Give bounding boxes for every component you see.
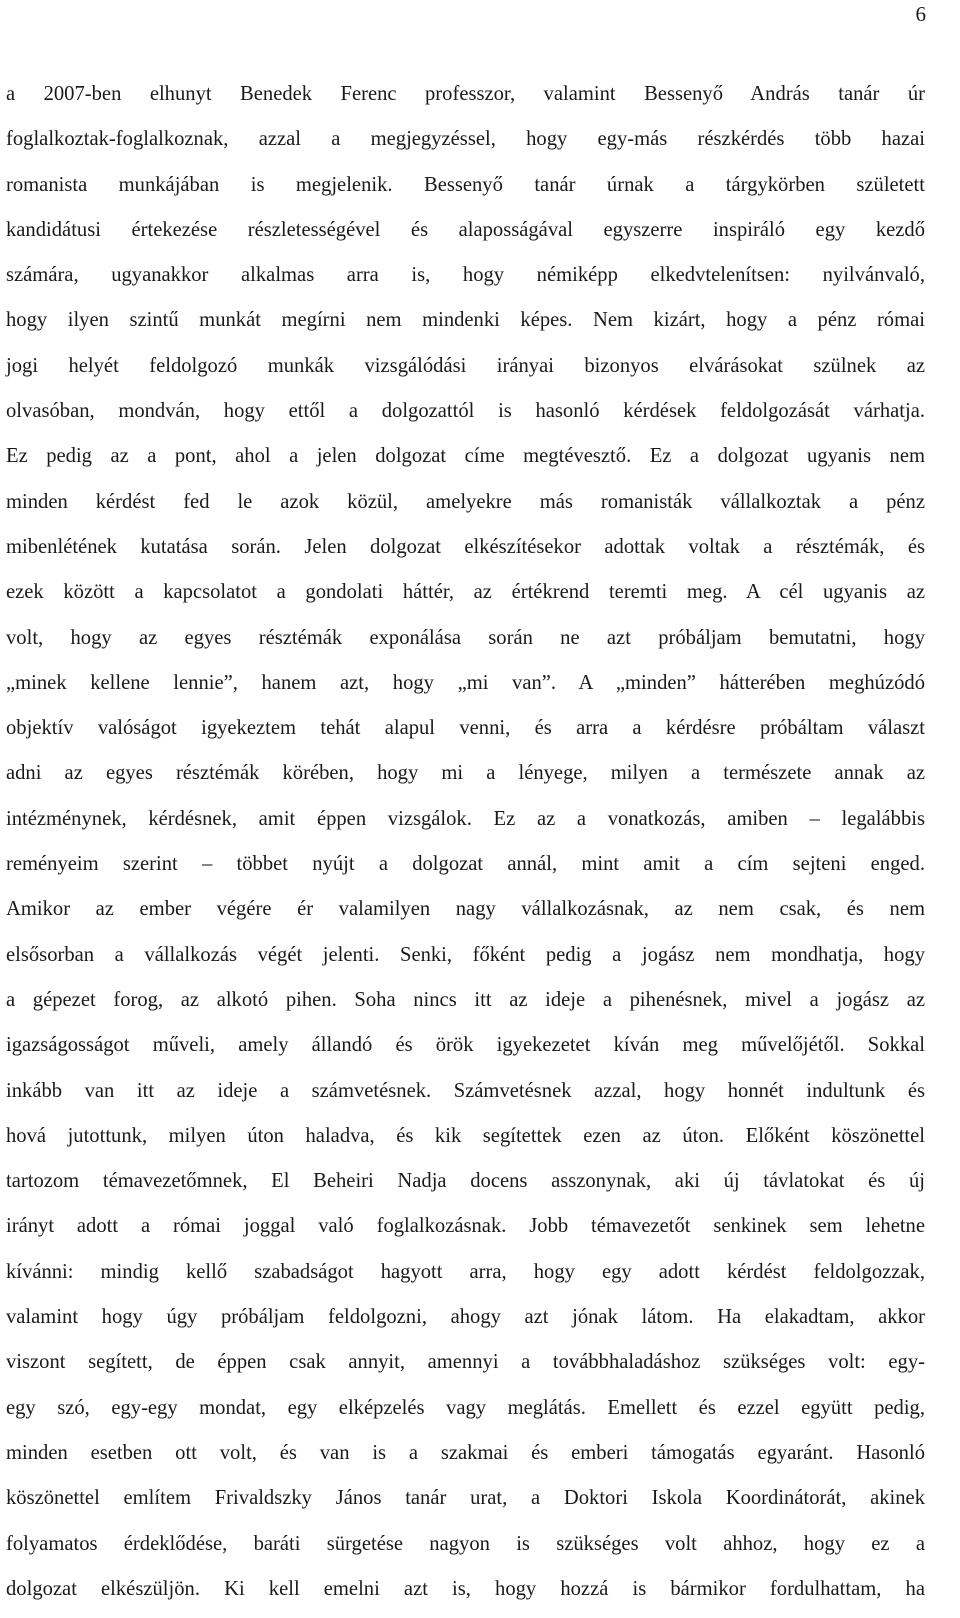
text-line-32: köszönettel említem Frivaldszky János tanár urat, a Doktori Iskola Koordinátorát, akinek	[6, 1487, 925, 1510]
text-line-22: igazságosságot műveli, amely állandó és örök igyekezetet kíván meg művelőjétől. Sokkal	[6, 1034, 925, 1057]
text-line-31: minden esetben ott volt, és van is a szakmai és emberi támogatás egyaránt. Hasonló	[6, 1441, 925, 1464]
text-line-25: tartozom témavezetőmnek, El Beheiri Nadja docens asszonynak, aki új távlatokat és új	[6, 1170, 925, 1193]
text-line-19: Amikor az ember végére ér valamilyen nagy vállalkozásnak, az nem csak, és nem	[6, 898, 925, 921]
text-line-18: reményeim szerint – többet nyújt a dolgozat annál, mint amit a cím sejteni enged.	[6, 853, 925, 876]
text-line-26: irányt adott a római joggal való foglalkozásnak. Jobb témavezetőt senkinek sem lehetne	[6, 1215, 925, 1238]
page-number: 6	[915, 2, 926, 26]
text-line-27: kívánni: mindig kellő szabadságot hagyott arra, hogy egy adott kérdést feldolgozzak,	[6, 1260, 925, 1283]
text-line-7: jogi helyét feldolgozó munkák vizsgálódási irányai bizonyos elvárásokat szülnek az	[6, 354, 925, 377]
text-line-5: számára, ugyanakkor alkalmas arra is, hogy némiképp elkedvtelenítsen: nyilvánvaló,	[6, 264, 925, 287]
text-line-10: minden kérdést fed le azok közül, amelyekre más romanisták vállalkoztak a pénz	[6, 490, 925, 513]
text-line-21: a gépezet forog, az alkotó pihen. Soha nincs itt az ideje a pihenésnek, mivel a jogász az	[6, 988, 925, 1011]
text-line-23: inkább van itt az ideje a számvetésnek. Számvetésnek azzal, hogy honnét indultunk és	[6, 1079, 925, 1102]
text-line-11: mibenlétének kutatása során. Jelen dolgozat elkészítésekor adottak voltak a résztémák, és	[6, 535, 925, 558]
text-line-16: adni az egyes résztémák körében, hogy mi a lényege, milyen a természete annak az	[6, 762, 925, 785]
text-line-14: „minek kellene lennie”, hanem azt, hogy „mi van”. A „minden” hátterében meghúzódó	[6, 671, 925, 694]
text-line-1: a 2007-ben elhunyt Benedek Ferenc professzor, valamint Bessenyő András tanár úr	[6, 83, 925, 105]
text-line-12: ezek között a kapcsolatot a gondolati háttér, az értékrend teremti meg. A cél ugyanis az	[6, 581, 925, 604]
text-line-13: volt, hogy az egyes résztémák exponálása során ne azt próbáljam bemutatni, hogy	[6, 626, 925, 649]
text-line-29: viszont segített, de éppen csak annyit, amennyi a továbbhaladáshoz szükséges volt: egy-	[6, 1351, 925, 1374]
text-line-30: egy szó, egy-egy mondat, egy elképzelés vagy meglátás. Emellett és ezzel együtt pedig,	[6, 1396, 925, 1419]
text-line-33: folyamatos érdeklődése, baráti sürgetése nagyon is szükséges volt ahhoz, hogy ez a	[6, 1532, 925, 1555]
body-paragraph	[6, 72, 925, 1612]
text-line-15: objektív valóságot igyekeztem tehát alapul venni, és arra a kérdésre próbáltam választ	[6, 717, 925, 740]
text-line-9: Ez pedig az a pont, ahol a jelen dolgozat címe megtévesztő. Ez a dolgozat ugyanis nem	[6, 445, 925, 468]
text-line-6: hogy ilyen szintű munkát megírni nem mindenki képes. Nem kizárt, hogy a pénz római	[6, 309, 925, 332]
text-line-2: foglalkoztak-foglalkoznak, azzal a megjegyzéssel, hogy egy-más részkérdés több hazai	[6, 128, 925, 151]
text-line-4: kandidátusi értekezése részletességével és alaposságával egyszerre inspiráló egy kezdő	[6, 218, 925, 241]
text-line-17: intézménynek, kérdésnek, amit éppen vizsgálok. Ez az a vonatkozás, amiben – legalábbis	[6, 807, 925, 830]
text-line-28: valamint hogy úgy próbáljam feldolgozni, ahogy azt jónak látom. Ha elakadtam, akkor	[6, 1306, 925, 1329]
text-line-24: hová jutottunk, milyen úton haladva, és kik segítettek ezen az úton. Előként köszönettel	[6, 1124, 925, 1147]
text-line-20: elsősorban a vállalkozás végét jelenti. Senki, főként pedig a jogász nem mondhatja, hogy	[6, 943, 925, 966]
text-line-34: dolgozat elkészüljön. Ki kell emelni azt is, hogy hozzá is bármikor fordulhattam, ha	[6, 1577, 925, 1600]
text-line-3: romanista munkájában is megjelenik. Bessenyő tanár úrnak a tárgykörben született	[6, 173, 925, 196]
text-line-8: olvasóban, mondván, hogy ettől a dolgozattól is hasonló kérdések feldolgozását várhatja.	[6, 400, 925, 423]
